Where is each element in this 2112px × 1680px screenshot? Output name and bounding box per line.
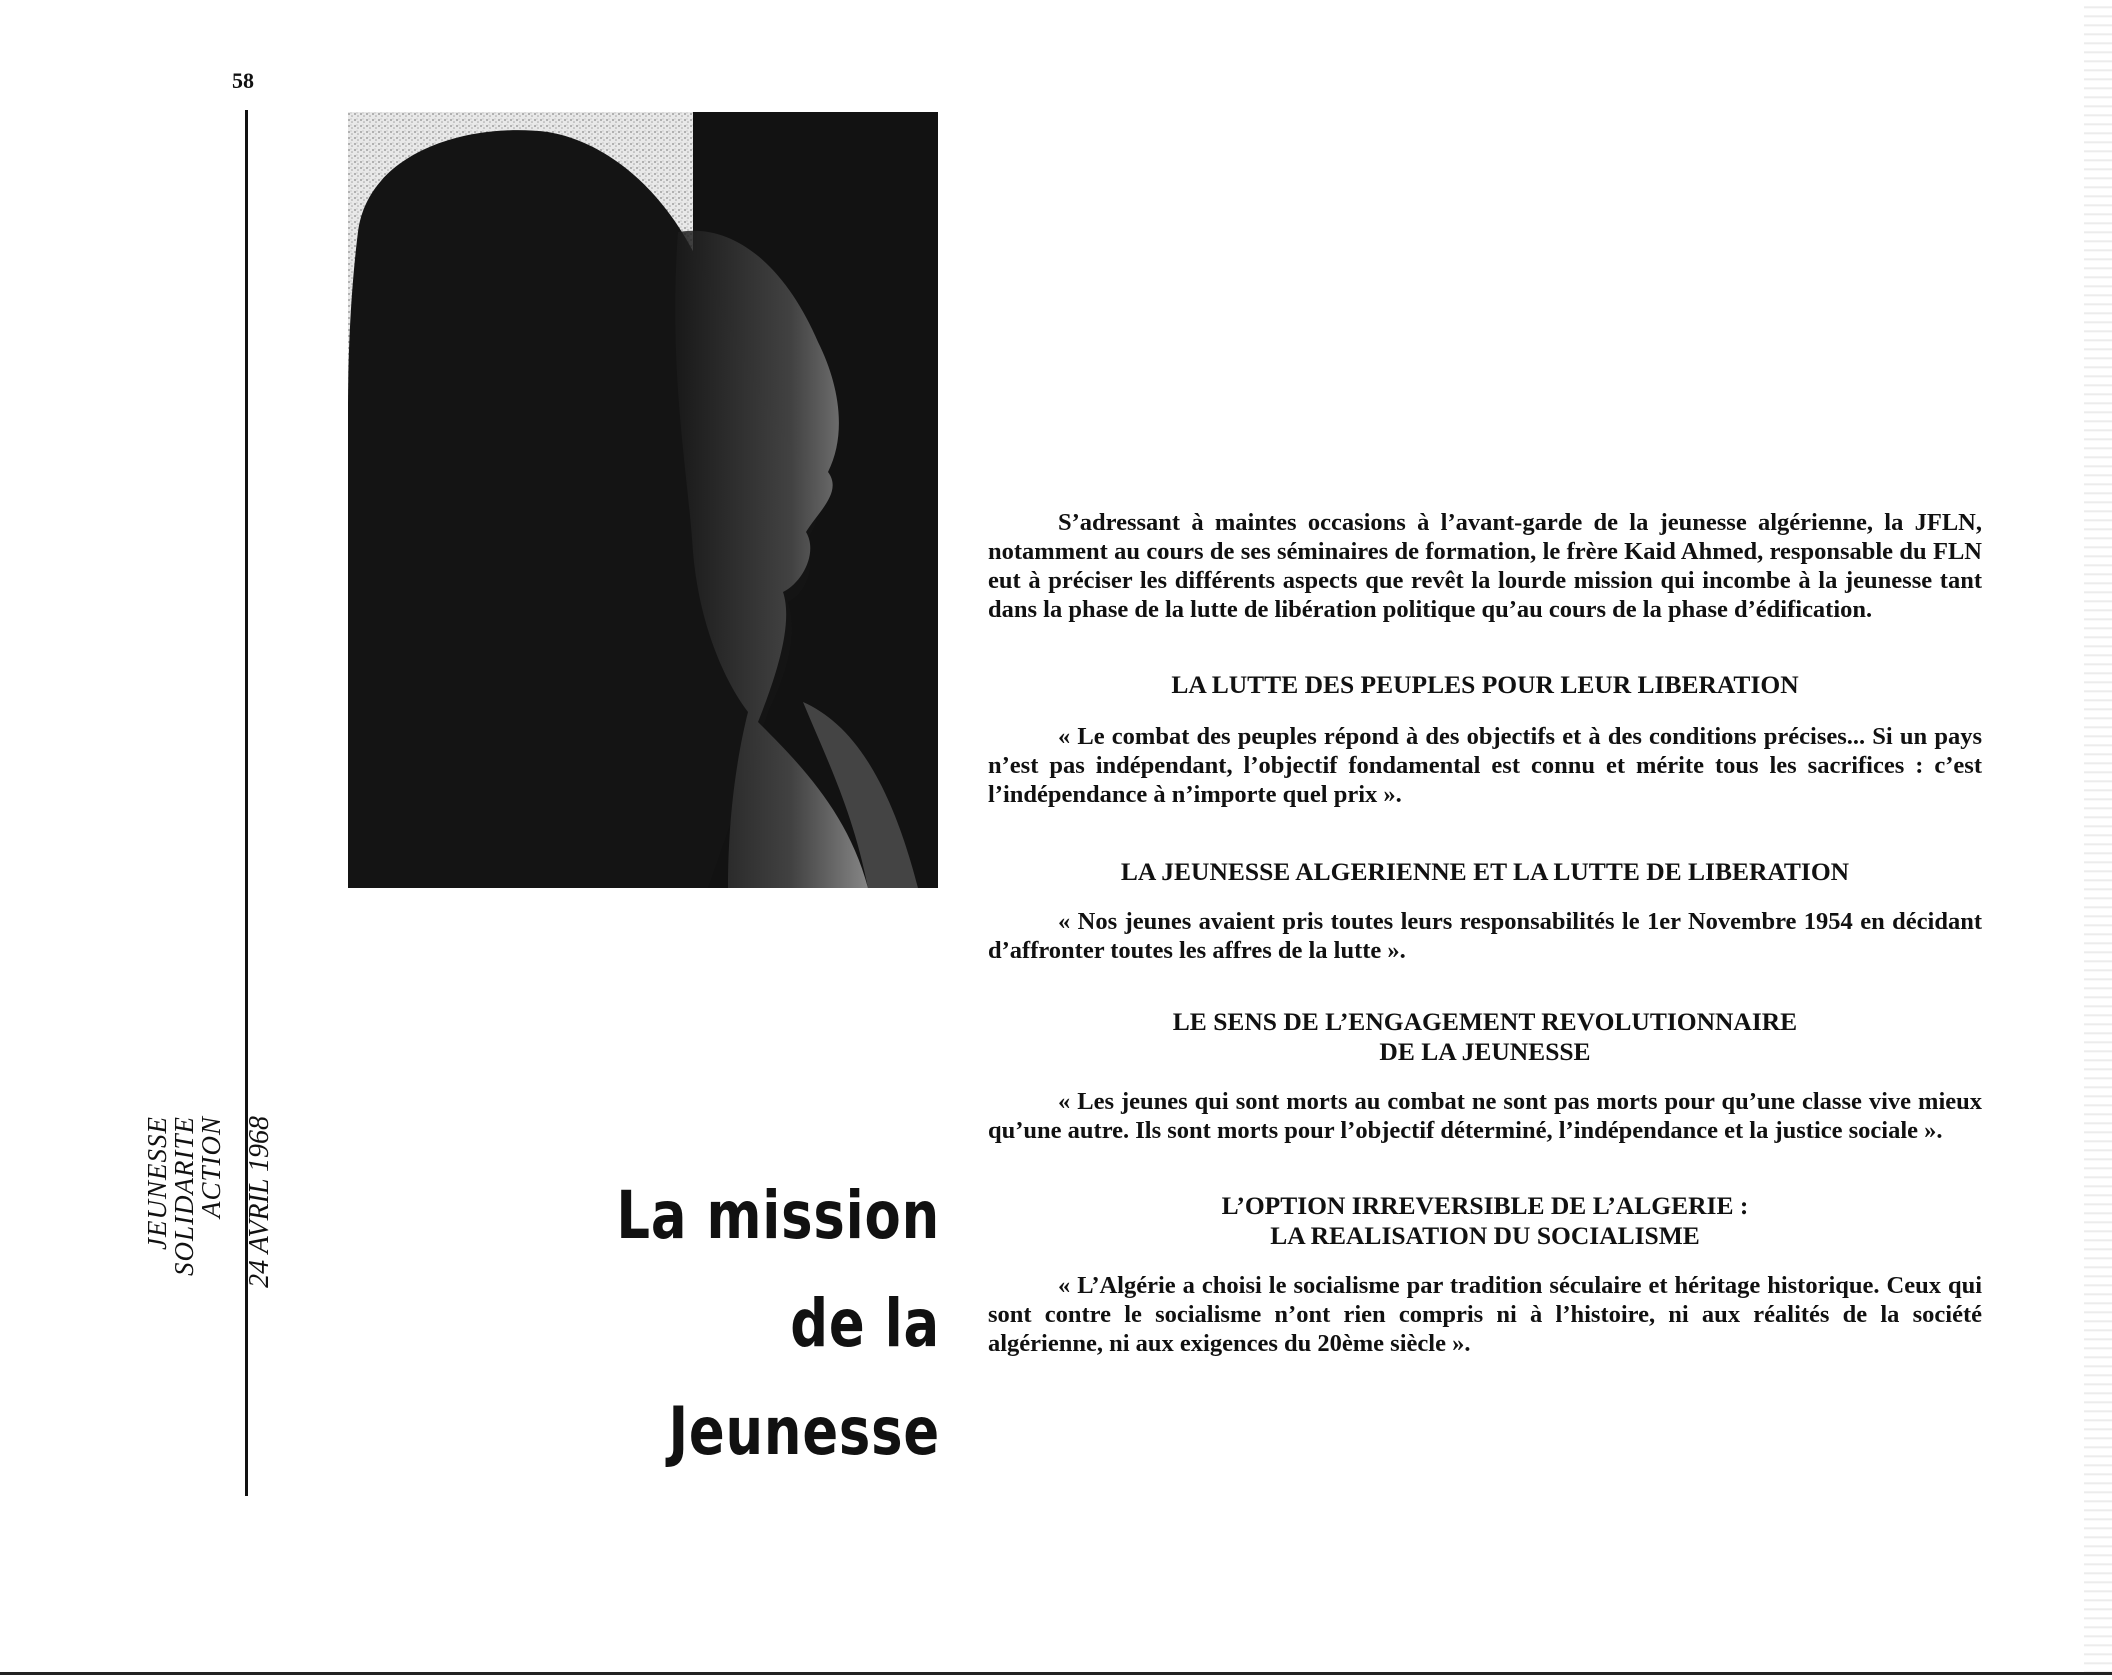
section-heading-3-line-2: DE LA JEUNESSE	[1379, 1037, 1591, 1066]
section-heading-4-line-1: L’OPTION IRREVERSIBLE DE L’ALGERIE :	[1221, 1191, 1749, 1220]
headline-line-1: La mission	[616, 1177, 940, 1254]
section-body-1: « Le combat des peuples répond à des objectifs et à des conditions précises... Si un pays n’est pas indépendant, l’objectif fondamental est connu et mérite tous les sacrifices : c’est l’indépendance à n’importe quel prix ».	[988, 723, 1982, 808]
masthead-line-jeunesse: JEUNESSE	[142, 1116, 172, 1250]
vertical-masthead	[144, 1102, 284, 1302]
article-intro: S’adressant à maintes occasions à l’avant-garde de la jeunesse algérienne, la JFLN, notamment au cours de ses séminaires de formation, le frère Kaid Ahmed, responsable du FLN eut à préciser les différents aspects que revêt la lourde mission qui incombe à la jeunesse tant dans la phase de la lutte de libération politique qu’au cours de la phase d’édification.	[988, 509, 1982, 623]
section-body-4: « L’Algérie a choisi le socialisme par tradition séculaire et héritage historique. Ceux qui sont contre le socialisme n’ont rien compris ni à l’histoire, ni aux réalités de la société algérienne, ni aux exigences du 20ème siècle ».	[988, 1272, 1982, 1357]
section-heading-3-line-1: LE SENS DE L’ENGAGEMENT REVOLUTIONNAIRE	[1172, 1007, 1798, 1036]
section-heading-4-line-2: LA REALISATION DU SOCIALISME	[1270, 1221, 1700, 1250]
section-heading-1: LA LUTTE DES PEUPLES POUR LEUR LIBERATION	[1171, 670, 1799, 699]
bottom-rule	[0, 1672, 2112, 1675]
section-heading-2: LA JEUNESSE ALGERIENNE ET LA LUTTE DE LIBERATION	[1120, 857, 1850, 886]
scan-edge	[2084, 0, 2112, 1680]
section-body-2: « Nos jeunes avaient pris toutes leurs responsabilités le 1er Novembre 1954 en décidant d’affronter toutes les affres de la lutte ».	[988, 908, 1982, 964]
article-body	[988, 508, 1982, 1358]
section-body-3: « Les jeunes qui sont morts au combat ne sont pas morts pour qu’une classe vive mieux qu’une autre. Ils sont morts pour l’objectif déterminé, l’indépendance et la justice sociale ».	[988, 1088, 1982, 1144]
masthead-line-solidarite: SOLIDARITE	[169, 1116, 199, 1276]
page-number: 58	[232, 68, 254, 93]
article-headline	[524, 1162, 940, 1486]
headline-line-2: de la Jeunesse	[668, 1285, 940, 1470]
portrait-photo	[348, 112, 938, 888]
portrait-silhouette	[348, 112, 938, 888]
masthead-line-action: ACTION	[196, 1116, 226, 1219]
masthead-date: 24 AVRIL 1968	[244, 1116, 275, 1288]
